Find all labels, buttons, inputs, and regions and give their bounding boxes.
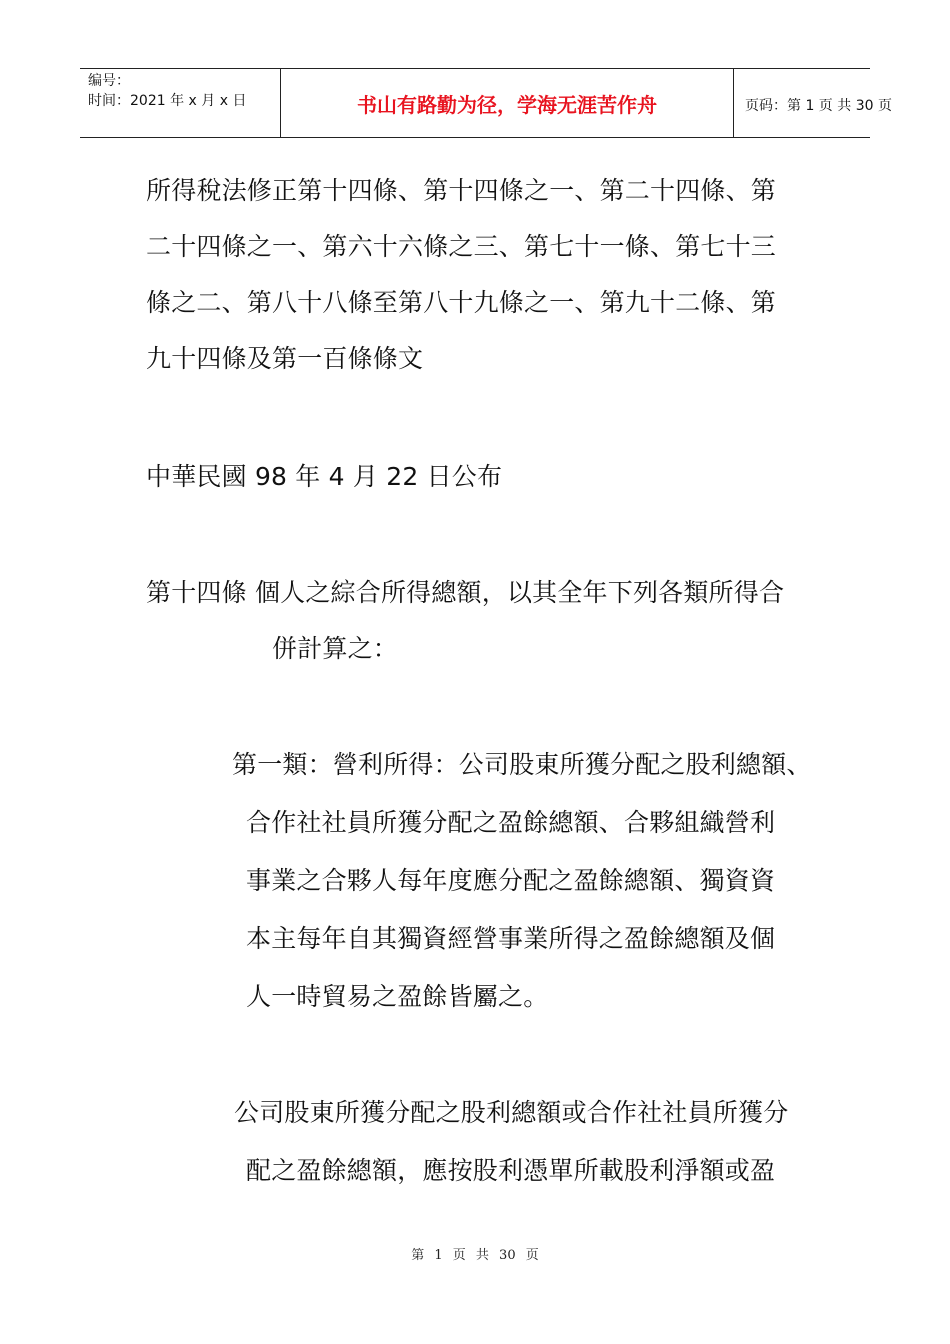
title-line: 二十四條之一、第六十六條之三、第七十一條、第七十三: [146, 232, 777, 261]
header-meta-cell: [80, 69, 280, 137]
article-14-line: 併計算之：: [272, 634, 399, 663]
header-motto: 书山有路勤为径，学海无涯苦作舟: [357, 93, 657, 117]
category-1-line: 合作社社員所獲分配之盈餘總額、合夥組織營利: [246, 808, 776, 837]
category-1-line: 本主每年自其獨資經營事業所得之盈餘總額及個: [246, 924, 776, 953]
document-header: [80, 68, 892, 138]
article-14-line: 第十四條 個人之綜合所得總額，以其全年下列各類所得合: [146, 578, 785, 607]
header-motto-cell: [280, 69, 734, 137]
header-page-cell: [733, 69, 892, 137]
title-line: 九十四條及第一百條條文: [146, 344, 424, 373]
header-page-info: 页码：第 1 页 共 30 页: [745, 98, 892, 114]
category-1-line: 人一時貿易之盈餘皆屬之。: [246, 982, 549, 1011]
document-time-label: 时间：2021 年 x 月 x 日: [88, 93, 247, 109]
category-1-line: 第一類：營利所得：公司股東所獲分配之股利總額、: [232, 750, 812, 779]
document-number-label: 编号：: [88, 73, 130, 89]
page-footer: 第 1 页 共 30 页: [411, 1248, 539, 1263]
title-line: 條之二、第八十八條至第八十九條之一、第九十二條、第: [146, 288, 777, 317]
paragraph-line: 配之盈餘總額，應按股利憑單所載股利淨額或盈: [246, 1156, 776, 1185]
category-1-line: 事業之合夥人每年度應分配之盈餘總額、獨資資: [246, 866, 776, 895]
title-line: 所得稅法修正第十四條、第十四條之一、第二十四條、第: [146, 176, 777, 205]
paragraph-line: 公司股東所獲分配之股利總額或合作社社員所獲分: [234, 1098, 789, 1127]
promulgation-date: 中華民國 98 年 4 月 22 日公布: [146, 462, 503, 491]
